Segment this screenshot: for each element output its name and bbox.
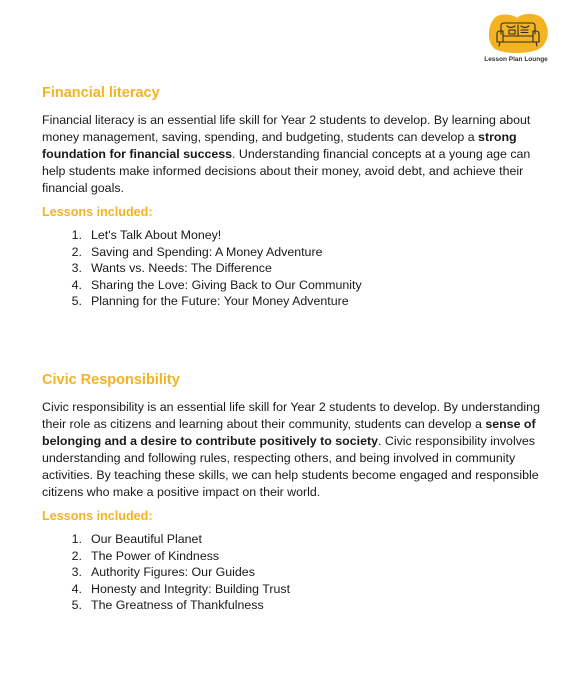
description-emphasis: sense of belonging and a desire to contribute positively to society bbox=[42, 417, 536, 448]
lesson-title: Let's Talk About Money! bbox=[91, 228, 222, 242]
description-text: Financial literacy is an essential life skill for Year 2 students to develop. By learning about money management, saving, spending, and budgeting, students can develop a bbox=[42, 113, 531, 144]
lesson-list bbox=[42, 227, 547, 310]
lesson-title: The Power of Kindness bbox=[91, 548, 220, 563]
section-description bbox=[42, 112, 547, 197]
lesson-number: 5. bbox=[71, 598, 82, 613]
lesson-number: 4. bbox=[71, 277, 82, 292]
lessons-heading: Lessons included: bbox=[42, 205, 153, 219]
section-heading: Financial literacy bbox=[42, 85, 160, 101]
lesson-title: Sharing the Love: Giving Back to Our Community bbox=[91, 277, 362, 292]
lesson-number: 2. bbox=[71, 548, 82, 563]
lesson-item bbox=[42, 277, 547, 294]
lesson-title: Our Beautiful Planet bbox=[91, 532, 202, 546]
lesson-number: 3. bbox=[71, 261, 82, 276]
lesson-item bbox=[42, 548, 547, 565]
lesson-item bbox=[42, 293, 547, 310]
lesson-title: Planning for the Future: Your Money Adventure bbox=[91, 294, 349, 309]
lesson-title: Honesty and Integrity: Building Trust bbox=[91, 581, 291, 596]
financial-literacy-section bbox=[42, 84, 547, 310]
armchair-lounge-icon bbox=[485, 12, 551, 54]
lesson-number: 4. bbox=[71, 581, 82, 596]
lesson-number: 2. bbox=[71, 244, 82, 259]
lesson-title: Wants vs. Needs: The Difference bbox=[91, 261, 272, 276]
lesson-title: Saving and Spending: A Money Adventure bbox=[91, 244, 323, 259]
lesson-list bbox=[42, 531, 547, 614]
lesson-number: 3. bbox=[71, 565, 82, 580]
lesson-plan-lounge-logo bbox=[480, 12, 552, 68]
lesson-item bbox=[42, 244, 547, 261]
section-description bbox=[42, 399, 547, 501]
civic-responsibility-section bbox=[42, 371, 547, 614]
lesson-item bbox=[42, 581, 547, 598]
lesson-title: Authority Figures: Our Guides bbox=[91, 565, 255, 580]
lesson-number: 1. bbox=[71, 228, 82, 242]
description-text: . Civic responsibility involves understanding and following rules, respecting others, and being involved in community activities. By teaching these skills, we can help students become engaged and responsible citizens who make a positive impact on their world. bbox=[42, 434, 539, 499]
description-text: Civic responsibility is an essential life skill for Year 2 students to develop. By understanding their role as citizens and learning about their community, students can develop a bbox=[42, 400, 540, 431]
lesson-item bbox=[42, 531, 547, 548]
description-emphasis: strong foundation for financial success bbox=[42, 130, 517, 161]
logo-text: Lesson Plan Lounge bbox=[484, 56, 548, 63]
lesson-item bbox=[42, 564, 547, 581]
lesson-number: 1. bbox=[71, 532, 82, 546]
lesson-item bbox=[42, 597, 547, 614]
lesson-item bbox=[42, 227, 547, 244]
section-heading: Civic Responsibility bbox=[42, 372, 180, 388]
lesson-item bbox=[42, 260, 547, 277]
lesson-number: 5. bbox=[71, 294, 82, 309]
description-text: . Understanding financial concepts at a young age can help students make informed decisions about their money, avoid debt, and achieve their financial goals. bbox=[42, 147, 531, 195]
lessons-heading: Lessons included: bbox=[42, 509, 153, 523]
lesson-title: The Greatness of Thankfulness bbox=[91, 598, 264, 613]
